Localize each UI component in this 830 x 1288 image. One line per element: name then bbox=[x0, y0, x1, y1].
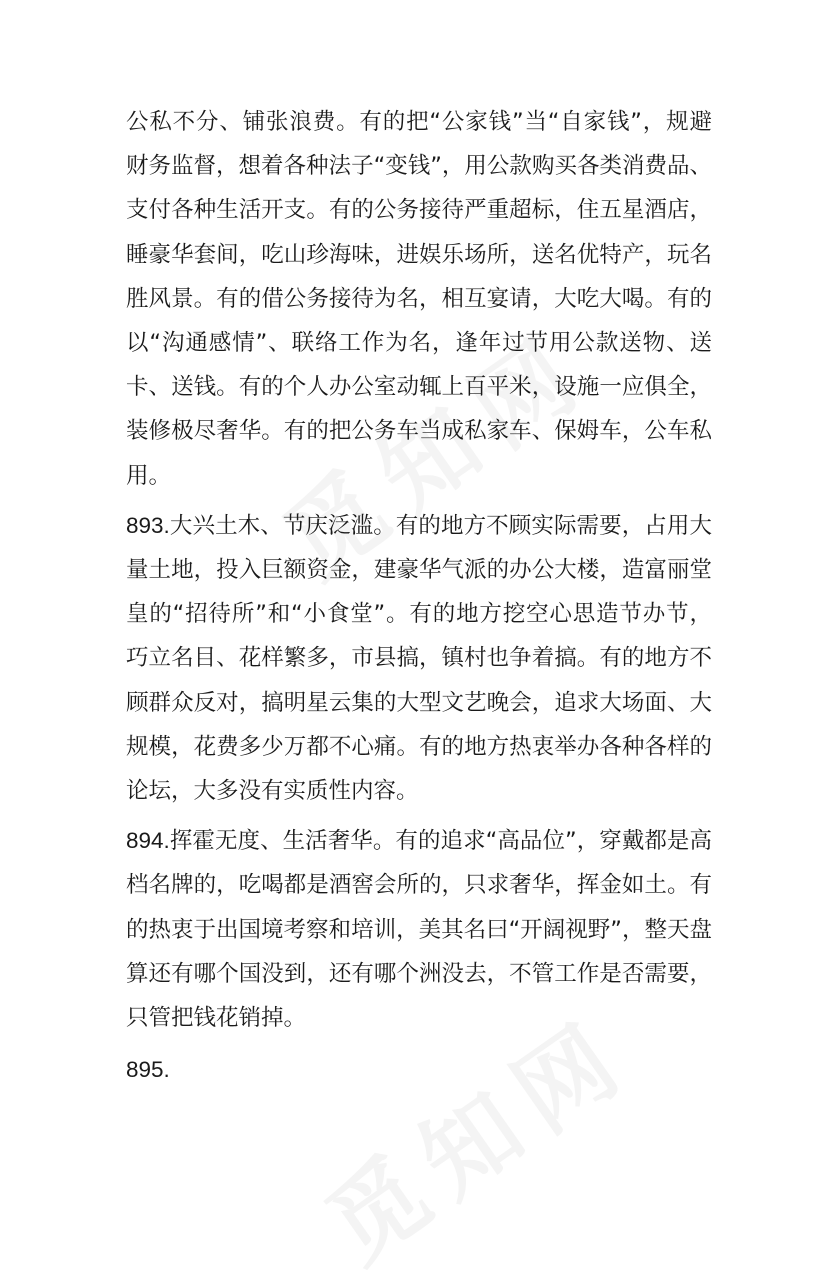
item-number: 895. bbox=[126, 1057, 170, 1083]
paragraph bbox=[126, 100, 712, 498]
paragraph bbox=[126, 504, 712, 813]
item-number: 893. bbox=[126, 512, 170, 538]
paragraph-text: 公私不分、铺张浪费。有的把“公家钱”当“自家钱”，规避财务监督，想着各种法子“变钱”，用公款购买各类消费品、支付各种生活开支。有的公务接待严重超标，住五星酒店，睡豪华套间，吃山珍海味，进娱乐场所，送名优特产，玩名胜风景。有的借公务接待为名，相互宴请，大吃大喝。有的以“沟通感情”、联络工作为名，逢年过节用公款送物、送卡、送钱。有的个人办公室动辄上百平米，设施一应俱全，装修极尽奢华。有的把公务车当成私家车、保姆车，公车私用。 bbox=[126, 109, 712, 489]
document-body bbox=[126, 100, 712, 1115]
paragraph-text: 大兴土木、节庆泛滥。有的地方不顾实际需要，占用大量土地，投入巨额资金，建豪华气派的办公大楼，造富丽堂皇的“招待所”和“小食堂”。有的地方挖空心思造节办节，巧立名目、花样繁多，市县搞，镇村也争着搞。有的地方不顾群众反对，搞明星云集的大型文艺晚会，追求大场面、大规模，花费多少万都不心痛。有的地方热衷举办各种各样的论坛，大多没有实质性内容。 bbox=[126, 512, 712, 805]
paragraph bbox=[126, 819, 712, 1040]
item-number: 894. bbox=[126, 828, 170, 854]
paragraph bbox=[126, 1048, 712, 1092]
paragraph-text: 挥霍无度、生活奢华。有的追求“高品位”，穿戴都是高档名牌的，吃喝都是酒窖会所的，只求奢华，挥金如土。有的热衷于出国境考察和培训，美其名曰“开阔视野”，整天盘算还有哪个国没到，还有哪个洲没去，不管工作是否需要，只管把钱花销掉。 bbox=[126, 828, 712, 1032]
